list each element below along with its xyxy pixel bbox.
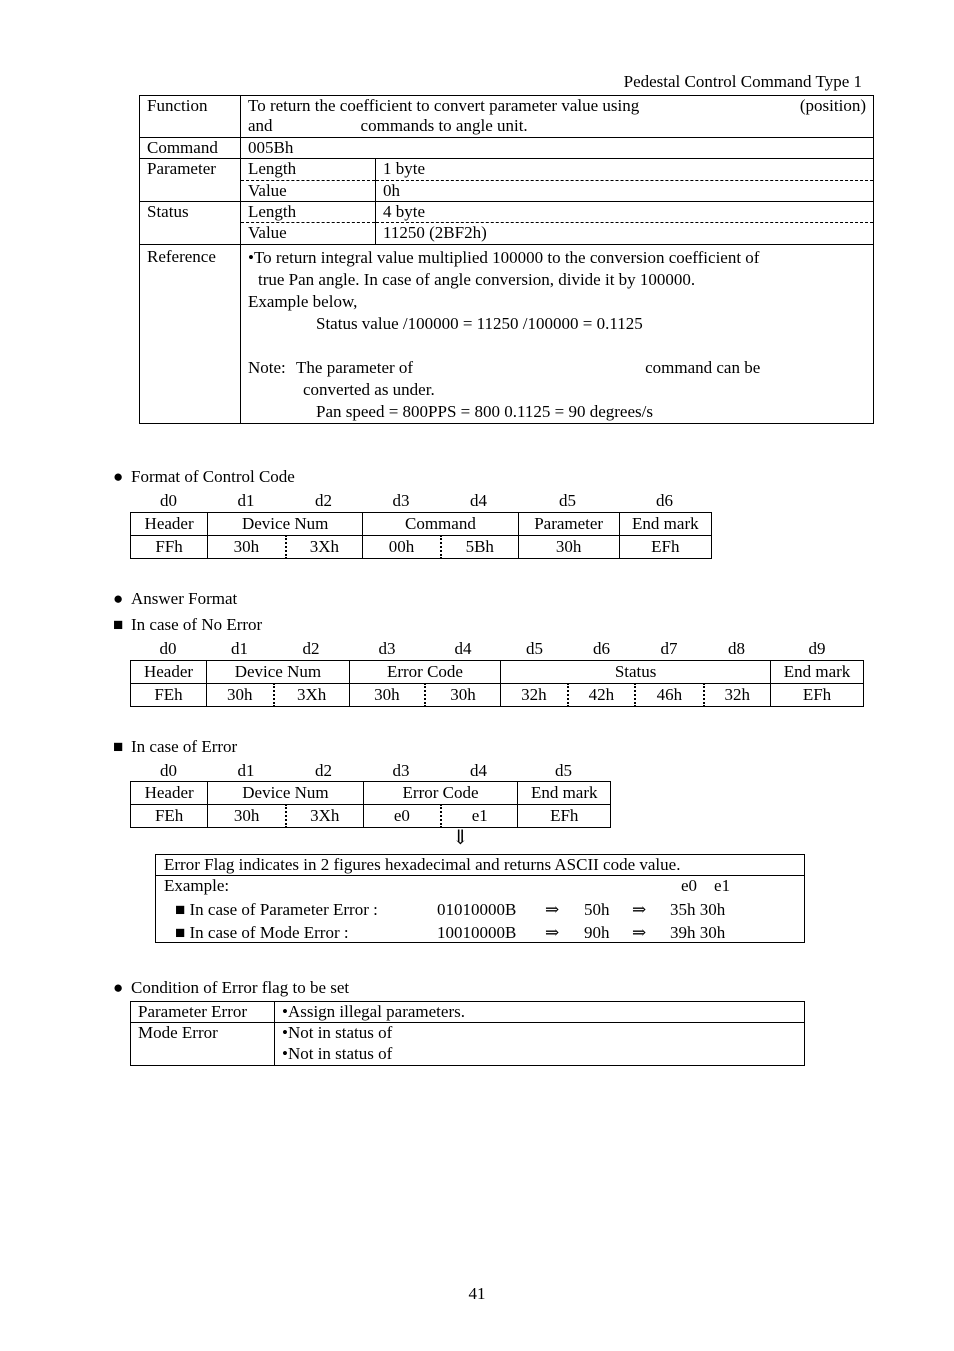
value-cell: EFh [771,684,864,707]
header-cell: Command [363,513,518,536]
reference-line-3: Example below, [248,291,358,311]
value-cell: EFh [518,805,611,828]
header-cell: Header [131,661,207,684]
document-title: Pedestal Control Command Type 1 [623,72,862,91]
error-flag-box [155,854,805,943]
section-title: Condition of Error flag to be set [131,978,350,997]
d-label: d6 [656,491,673,510]
param-value-value: 0h [376,180,874,201]
section-answer-format [113,589,237,609]
value-cell: FEh [131,805,208,828]
bullet-square-icon: ■ [113,615,124,634]
d-label: d2 [315,761,332,780]
param-error-binary: 01010000B [437,900,517,920]
header-cell: Header [131,782,208,805]
d-label: d0 [160,761,177,780]
section-condition [113,978,349,998]
d-label: d5 [526,639,543,658]
reference-label: Reference [140,244,241,423]
bullet-circle-icon: ● [113,978,124,997]
status-label: Status [140,201,241,244]
value-cell: 30h [207,684,274,707]
right-arrow-icon: ⇒ [632,900,647,920]
param-error-cond-text: •Assign illegal parameters. [275,1002,805,1023]
value-cell: 46h [635,684,703,707]
status-length-value: 4 byte [376,201,874,222]
page-number: 41 [468,1284,486,1303]
bullet-circle-icon: ● [113,467,124,486]
reference-line-4: Status value /100000 = 11250 /100000 = 0.1125 [316,313,643,333]
reference-line-2: true Pan angle. In case of angle conversion, divide it by 100000. [258,269,696,289]
d-label: d8 [728,639,745,658]
header-cell: Device Num [208,782,363,805]
header-cell: Header [131,513,208,536]
d-label: d0 [160,491,177,510]
value-cell: 32h [501,684,568,707]
param-error-ascii: 35h 30h [670,900,726,920]
header-cell: Device Num [208,513,363,536]
right-arrow-icon: ⇒ [545,900,560,920]
function-text-line1: To return the coefficient to convert parameter value using [248,96,640,115]
value-cell: 30h [518,536,619,559]
reference-line-1: •To return integral value multiplied 100000 to the conversion coefficient of [248,247,760,267]
section-title: In case of Error [131,737,238,756]
reference-note-line-3: Pan speed = 800PPS = 800 0.1125 = 90 degrees/s [316,401,653,421]
d-label: d5 [559,491,576,510]
section-format-control [113,467,295,487]
mode-error-label: ■ In case of Mode Error : [175,923,349,943]
value-cell: 5Bh [441,536,518,559]
value-cell: 30h [349,684,425,707]
header-cell: End mark [518,782,611,805]
header-cell: Error Code [349,661,500,684]
control-code-table [130,512,712,559]
d-label: d1 [237,491,255,510]
d-label: d4 [454,639,472,658]
header-cell: End mark [771,661,864,684]
right-arrow-icon: ⇒ [632,923,647,943]
command-label: Command [140,137,241,158]
value-cell: e0 [363,805,441,828]
value-cell: 3Xh [286,805,363,828]
no-error-answer-table [130,660,864,707]
d-label: d6 [593,639,610,658]
section-title: In case of No Error [131,615,263,634]
d-label: d2 [302,639,320,658]
bullet-circle-icon: ● [113,589,124,608]
header-cell: Status [501,661,771,684]
d-label: d0 [159,639,177,658]
error-answer-table [130,781,611,828]
param-length-value: 1 byte [376,159,874,180]
d-label: d9 [808,639,826,658]
param-length-label: Length [241,159,376,180]
d-label: d2 [315,491,332,510]
d-label: d3 [378,639,396,658]
function-text-line2: commands to angle unit. [360,116,528,136]
section-title: Answer Format [131,589,238,608]
value-cell: 42h [568,684,635,707]
error-flag-title: Error Flag indicates in 2 figures hexadecimal and returns ASCII code value. [156,855,805,876]
reference-text [241,244,874,423]
d-label: d5 [555,761,572,780]
value-cell: 30h [208,805,286,828]
value-cell: 30h [208,536,286,559]
status-length-label: Length [241,201,376,222]
param-error-hex: 50h [584,900,610,920]
param-error-cond-label: Parameter Error [131,1002,275,1023]
mode-error-ascii: 39h 30h [670,923,726,943]
d-label: d3 [392,761,410,780]
function-text-and: and [248,116,273,136]
value-cell: 30h [425,684,501,707]
mode-error-cond-line-1: •Not in status of [282,1023,393,1043]
value-cell: FEh [131,684,207,707]
d-label: d7 [660,639,678,658]
parameter-label: Parameter [140,159,241,202]
command-value: 005Bh [241,137,874,158]
d-label: d4 [470,491,487,510]
down-arrow-icon: ⇓ [452,827,469,849]
d-label: d4 [470,761,487,780]
example-label: Example: [164,876,230,896]
value-cell: EFh [619,536,711,559]
reference-note-text-2: command can be [645,357,761,377]
d-label: d3 [392,491,410,510]
section-title: Format of Control Code [131,467,295,486]
section-no-error [113,615,262,635]
value-cell: 32h [704,684,771,707]
function-text-position: (position) [799,96,866,115]
right-arrow-icon: ⇒ [545,923,560,943]
function-text [241,96,874,138]
header-cell: Device Num [207,661,350,684]
header-cell: End mark [619,513,711,536]
d-label: d1 [231,639,248,658]
mode-error-cond-label: Mode Error [131,1023,275,1066]
e0-e1-header: e0 e1 [681,876,731,896]
status-value-value: 11250 (2BF2h) [376,223,874,244]
condition-table [130,1001,805,1066]
param-value-label: Value [241,180,376,201]
section-error [113,737,237,757]
function-label: Function [140,96,241,138]
header-cell: Error Code [363,782,518,805]
reference-note-text: The parameter of [296,357,414,377]
value-cell: 3Xh [286,536,363,559]
mode-error-hex: 90h [584,923,610,943]
value-cell: e1 [441,805,518,828]
status-value-label: Value [241,223,376,244]
spec-table [139,95,874,424]
header-cell: Parameter [518,513,619,536]
value-cell: 3Xh [274,684,350,707]
param-error-label: ■ In case of Parameter Error : [175,900,378,920]
bullet-square-icon: ■ [113,737,124,756]
d-label: d1 [237,761,255,780]
reference-note-label: Note: [248,357,286,377]
reference-note-line-2: converted as under. [303,379,435,399]
mode-error-binary: 10010000B [437,923,517,943]
mode-error-cond-text [275,1023,805,1066]
value-cell: 00h [363,536,441,559]
error-flag-examples [156,876,805,943]
mode-error-cond-line-2: •Not in status of [282,1043,393,1063]
value-cell: FFh [131,536,208,559]
